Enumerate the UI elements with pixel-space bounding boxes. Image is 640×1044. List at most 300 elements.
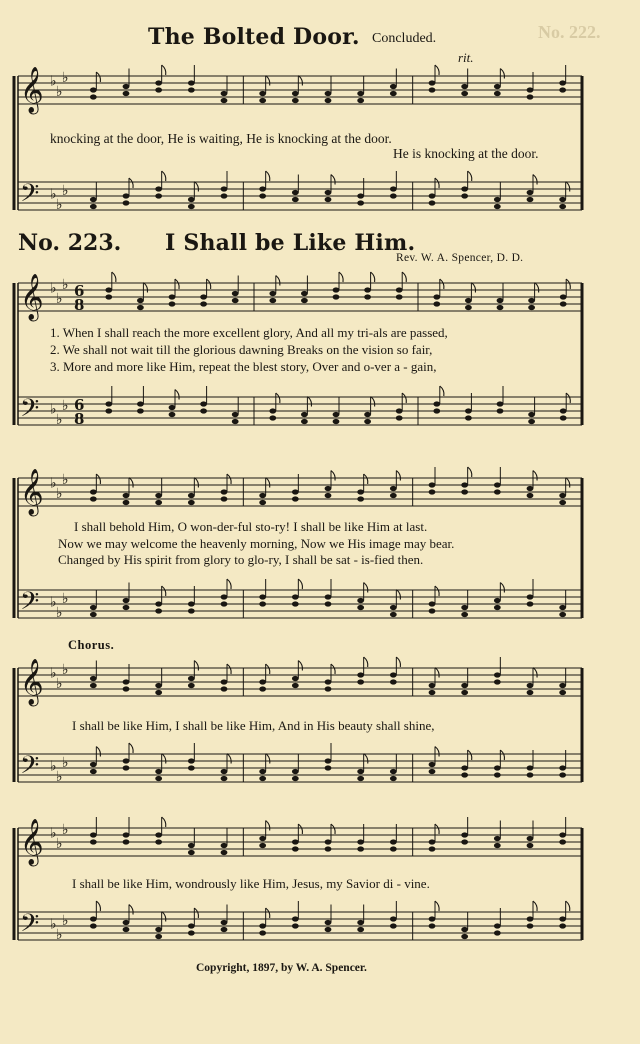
treble-note [396,287,403,292]
treble-note [155,832,162,837]
bass-note [325,765,332,770]
bass-flag [435,178,439,188]
treble-note [90,683,97,688]
treble-note [325,98,332,103]
treble-note [221,679,228,684]
treble-note [325,493,332,498]
bass-note [123,605,130,610]
bass-note [429,200,436,205]
bass-note [390,605,397,610]
treble-flag [298,661,302,671]
bass-flag [364,583,368,593]
bass-note [188,930,195,935]
treble-note [221,850,228,855]
bass-note [497,401,504,406]
bass-note [494,923,501,928]
treble-flag [331,824,335,834]
bass-flag [364,754,368,764]
bass-note [325,758,332,763]
treble-flag [435,824,439,834]
bass-note [90,762,97,767]
treble-note [494,489,501,494]
treble-note [123,686,130,691]
treble-note [333,294,340,299]
treble-note [325,91,332,96]
bass-note [429,923,436,928]
bass-note [188,204,195,209]
treble-flag [266,76,270,86]
bass-note [357,769,364,774]
hymn-number: No. 223. [18,230,122,256]
bass-note [461,612,468,617]
treble-note [528,305,535,310]
bass-flag [533,901,537,911]
bass-note [292,197,299,202]
bass-clef: 𝄢 [20,751,40,786]
treble-flag [143,283,147,293]
treble-note [357,839,364,844]
bass-note [390,916,397,921]
treble-note [461,91,468,96]
bass-note [301,419,308,424]
bolted-door-lyric-2: He is knocking at the door. [393,146,539,161]
bass-note [90,916,97,921]
bass-clef: 𝄢 [20,179,40,214]
flat-sign: ♭ [50,594,57,611]
treble-note [429,839,436,844]
flat-sign: ♭ [50,73,57,90]
bass-note [494,598,501,603]
bass-flag [500,750,504,760]
treble-note [559,690,566,695]
bass-note [497,408,504,413]
flat-sign: ♭ [50,825,57,842]
flat-sign: ♭ [62,822,69,838]
bass-note [461,765,468,770]
bass-note [188,758,195,763]
treble-note [325,839,332,844]
bass-note [90,923,97,928]
bass-note [105,401,112,406]
treble-note [433,294,440,299]
treble-flag [402,272,406,282]
flat-sign: ♭ [56,291,63,307]
bass-note [494,930,501,935]
treble-flag [364,474,368,484]
bass-note [333,419,340,424]
bass-note [259,193,266,198]
treble-note [188,87,195,92]
treble-note [497,298,504,303]
bass-note [155,608,162,613]
chorus-line-2: I shall be like Him, wondrously like Him, Jesus, my Savior di - vine. [72,876,430,891]
bass-note [429,601,436,606]
flat-sign: ♭ [50,665,57,682]
song-title-bolted-door: The Bolted Door. [148,24,360,50]
treble-note [497,305,504,310]
flat-sign: ♭ [56,84,63,100]
treble-flag [266,821,270,831]
flat-sign: ♭ [62,183,69,199]
treble-flag [207,279,211,289]
bass-note [527,916,534,921]
treble-note [357,672,364,677]
bass-note [494,204,501,209]
treble-note [559,832,566,837]
treble-note [123,832,130,837]
treble-note [461,489,468,494]
bass-note [123,920,130,925]
bass-note [221,601,228,606]
treble-note [123,679,130,684]
treble-note [221,489,228,494]
treble-note [155,839,162,844]
bass-note [292,923,299,928]
bass-note [390,923,397,928]
treble-note [357,679,364,684]
flat-sign: ♭ [56,927,63,943]
treble-note [301,291,308,296]
bass-note [90,204,97,209]
bass-flag [468,171,472,181]
treble-note [105,287,112,292]
bass-note [259,776,266,781]
bass-note [494,772,501,777]
treble-note [429,683,436,688]
bass-flag [566,901,570,911]
flat-sign: ♭ [56,769,63,785]
treble-flag [435,65,439,75]
bass-flag [402,393,406,403]
treble-note [325,846,332,851]
treble-note [137,305,144,310]
bass-flag [266,171,270,181]
treble-note [396,294,403,299]
treble-note [357,489,364,494]
bass-flag [566,393,570,403]
bass-note [188,923,195,928]
bass-note [259,186,266,191]
treble-note [390,486,397,491]
treble-flag [194,478,198,488]
treble-flag [298,76,302,86]
bass-flag [194,182,198,192]
bass-note [221,776,228,781]
bass-flag [435,901,439,911]
flat-sign: ♭ [62,755,69,771]
treble-note [90,496,97,501]
bass-flag [440,386,444,396]
treble-note [494,91,501,96]
bass-flag [162,912,166,922]
flat-sign: ♭ [56,412,63,428]
treble-note [188,493,195,498]
treble-flag [566,478,570,488]
treble-flag [331,664,335,674]
bass-note [155,934,162,939]
flat-sign: ♭ [50,186,57,203]
treble-note [559,80,566,85]
treble-note [221,98,228,103]
bass-flag [175,390,179,400]
bass-note [461,934,468,939]
bass-flag [194,908,198,918]
treble-flag [533,668,537,678]
treble-note [560,301,567,306]
treble-flag [276,276,280,286]
treble-note [292,846,299,851]
bass-flag [276,393,280,403]
bass-clef: 𝄢 [20,587,40,622]
treble-flag [440,279,444,289]
bass-note [527,197,534,202]
treble-flag [266,478,270,488]
time-top: 6 [74,396,85,414]
treble-flag [227,664,231,674]
treble-flag [535,283,539,293]
treble-note [155,493,162,498]
bass-note [357,776,364,781]
bass-note [429,762,436,767]
treble-note [200,301,207,306]
treble-flag [396,471,400,481]
treble-note [123,84,130,89]
treble-note [429,846,436,851]
treble-note [494,84,501,89]
hymn-author: Rev. W. A. Spencer, D. D. [396,252,524,264]
verse-line-3b: Changed by His spirit from glory to glo-ry, I shall be sat - is-fied then. [58,552,424,567]
bass-note [221,920,228,925]
treble-flag [396,657,400,667]
copyright-notice: Copyright, 1897, by W. A. Spencer. [196,962,367,974]
treble-note [560,294,567,299]
bass-note [188,765,195,770]
bass-clef: 𝄢 [20,909,40,944]
treble-note [559,683,566,688]
flat-sign: ♭ [62,913,69,929]
bass-note [325,594,332,599]
flat-sign: ♭ [56,676,63,692]
bass-note [169,405,176,410]
treble-note [292,683,299,688]
treble-note [390,672,397,677]
bass-note [269,415,276,420]
bass-note [357,920,364,925]
bass-note [325,920,332,925]
treble-note [169,301,176,306]
bass-flag [129,905,133,915]
bass-note [259,601,266,606]
bass-flag [96,901,100,911]
treble-note [301,298,308,303]
bass-note [259,923,266,928]
bass-flag [162,171,166,181]
treble-note [357,846,364,851]
bass-note [559,605,566,610]
treble-note [259,686,266,691]
bass-note [527,923,534,928]
bass-note [105,408,112,413]
treble-note [105,294,112,299]
treble-note [90,832,97,837]
treble-clef: 𝄞 [20,67,44,113]
flat-sign: ♭ [56,605,63,621]
bass-note [357,927,364,932]
bass-note [292,594,299,599]
time-bottom: 8 [74,410,85,428]
treble-note [461,683,468,688]
bass-flag [129,743,133,753]
treble-flag [533,471,537,481]
treble-note [292,91,299,96]
treble-flag [371,272,375,282]
treble-note [559,87,566,92]
bass-note [461,186,468,191]
bass-note [527,765,534,770]
bass-flag [500,583,504,593]
verse-line-2b: Now we may welcome the heavenly morning, Now we His image may bear. [58,536,455,551]
bass-note [527,190,534,195]
bass-note [559,612,566,617]
bass-note [90,197,97,202]
treble-note [269,298,276,303]
treble-note [461,84,468,89]
bass-note [465,415,472,420]
bass-note [333,412,340,417]
treble-note [292,496,299,501]
treble-flag [331,471,335,481]
bass-flag [371,397,375,407]
treble-note [188,843,195,848]
bass-clef: 𝄢 [20,394,40,429]
bass-note [123,598,130,603]
treble-note [221,843,228,848]
bass-note [221,186,228,191]
bass-note [155,927,162,932]
treble-note [390,91,397,96]
bass-flag [566,182,570,192]
bass-flag [298,579,302,589]
bass-note [325,601,332,606]
treble-flag [96,474,100,484]
bass-note [357,605,364,610]
treble-note [269,291,276,296]
bass-note [461,193,468,198]
flat-sign: ♭ [62,472,69,488]
bass-note [200,408,207,413]
bass-note [559,923,566,928]
bass-note [137,401,144,406]
treble-note [188,500,195,505]
treble-note [123,493,130,498]
treble-flag [227,474,231,484]
treble-flag [339,272,343,282]
bass-note [292,769,299,774]
bass-note [123,927,130,932]
treble-note [259,98,266,103]
treble-note [123,91,130,96]
treble-note [188,676,195,681]
treble-note [188,80,195,85]
bass-note [429,608,436,613]
treble-flag [471,283,475,293]
bass-note [494,765,501,770]
bass-note [325,197,332,202]
treble-flag [175,279,179,289]
bass-note [461,927,468,932]
treble-note [527,843,534,848]
treble-note [292,489,299,494]
bass-note [364,412,371,417]
bolted-door-lyric-1: knocking at the door, He is waiting, He is knocking at the door. [50,131,392,146]
bass-note [494,197,501,202]
bass-note [528,419,535,424]
treble-note [390,493,397,498]
treble-note [259,500,266,505]
treble-note [527,486,534,491]
treble-note [527,836,534,841]
bass-note [188,601,195,606]
bass-note [155,776,162,781]
bass-note [396,408,403,413]
treble-note [292,676,299,681]
bass-note [123,765,130,770]
bass-note [259,769,266,774]
bass-flag [266,908,270,918]
treble-flag [298,824,302,834]
bass-note [90,612,97,617]
bass-flag [331,175,335,185]
treble-note [155,80,162,85]
treble-flag [194,661,198,671]
treble-note [123,839,130,844]
bass-note [560,408,567,413]
bass-flag [162,754,166,764]
treble-note [259,679,266,684]
flat-sign: ♭ [50,758,57,775]
treble-flag [468,467,472,477]
bass-note [494,605,501,610]
treble-note [325,686,332,691]
treble-note [90,87,97,92]
treble-note [221,686,228,691]
treble-note [357,98,364,103]
bass-note [390,186,397,191]
treble-note [559,839,566,844]
bass-flag [435,586,439,596]
hymn-title: I Shall be Like Him. [165,230,416,256]
ritardando-mark: rit. [458,50,474,65]
bass-note [259,594,266,599]
bass-flag [266,754,270,764]
bass-note [188,608,195,613]
treble-note [433,301,440,306]
bass-note [123,200,130,205]
treble-note [390,679,397,684]
treble-note [527,94,534,99]
treble-note [90,94,97,99]
flat-sign: ♭ [56,836,63,852]
bass-note [259,930,266,935]
bass-flag [227,579,231,589]
treble-note [188,683,195,688]
treble-flag [364,657,368,667]
treble-clef: 𝄞 [20,274,44,320]
bass-note [461,772,468,777]
bass-note [527,601,534,606]
treble-note [527,690,534,695]
bass-note [465,408,472,413]
